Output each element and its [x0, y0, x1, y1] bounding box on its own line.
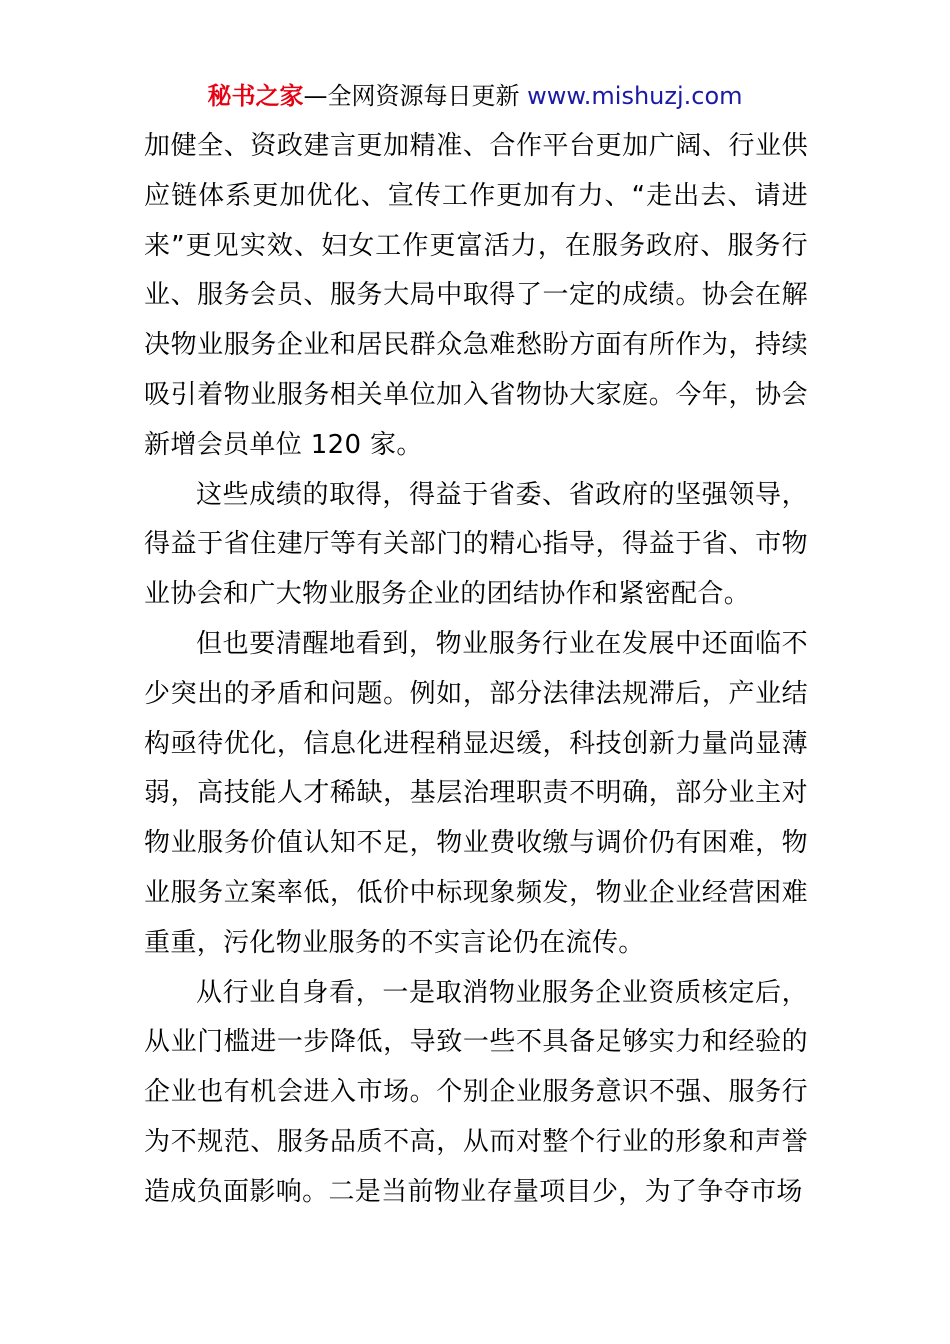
text-line: 这些成绩的取得，得益于省委、省政府的坚强领导，	[196, 479, 808, 510]
text-line: 从行业自身看，一是取消物业服务企业资质核定后，	[196, 977, 808, 1008]
text-line: 物业服务价值认知不足，物业费收缴与调价仍有困难，物	[144, 828, 808, 859]
site-header	[0, 80, 950, 112]
text-line: 应链体系更加优化、宣传工作更加有力、“走出去、请进	[144, 180, 808, 211]
text-line: 为不规范、服务品质不高，从而对整个行业的形象和声誉	[144, 1126, 808, 1157]
text-line: 企业也有机会进入市场。个别企业服务意识不强、服务行	[144, 1077, 808, 1108]
text-line: 来”更见实效、妇女工作更富活力，在服务政府、服务行	[144, 230, 808, 261]
text-line: 吸引着物业服务相关单位加入省物协大家庭。今年，协会	[144, 379, 808, 410]
site-brand: 秘书之家	[207, 82, 304, 110]
text-line: 业服务立案率低，低价中标现象频发，物业企业经营困难	[144, 877, 808, 908]
text-line: 决物业服务企业和居民群众急难愁盼方面有所作为，持续	[144, 330, 808, 361]
text-line: 少突出的矛盾和问题。例如，部分法律法规滞后，产业结	[144, 678, 808, 709]
text-line: 业协会和广大物业服务企业的团结协作和紧密配合。	[144, 579, 751, 610]
text-line: 新增会员单位 120 家。	[144, 429, 423, 460]
text-line: 弱，高技能人才稀缺，基层治理职责不明确，部分业主对	[144, 778, 808, 809]
paragraph	[144, 471, 808, 620]
document-body	[144, 122, 808, 1218]
text-line: 加健全、资政建言更加精准、合作平台更加广阔、行业供	[144, 131, 808, 161]
site-tagline: —全网资源每日更新	[303, 82, 528, 110]
site-url-link[interactable]: www.mishuzj.com	[527, 82, 743, 110]
paragraph	[144, 122, 808, 471]
text-line: 业、服务会员、服务大局中取得了一定的成绩。协会在解	[144, 280, 808, 311]
text-line: 构亟待优化，信息化进程稍显迟缓，科技创新力量尚显薄	[144, 728, 808, 759]
text-line: 造成负面影响。二是当前物业存量项目少，为了争夺市场	[144, 1176, 803, 1207]
paragraph	[144, 620, 808, 969]
paragraph	[144, 969, 808, 1218]
text-line: 但也要清醒地看到，物业服务行业在发展中还面临不	[196, 628, 808, 659]
text-line: 重重，污化物业服务的不实言论仍在流传。	[144, 927, 645, 958]
text-line: 从业门槛进一步降低，导致一些不具备足够实力和经验的	[144, 1027, 808, 1058]
text-line: 得益于省住建厅等有关部门的精心指导，得益于省、市物	[144, 529, 808, 560]
